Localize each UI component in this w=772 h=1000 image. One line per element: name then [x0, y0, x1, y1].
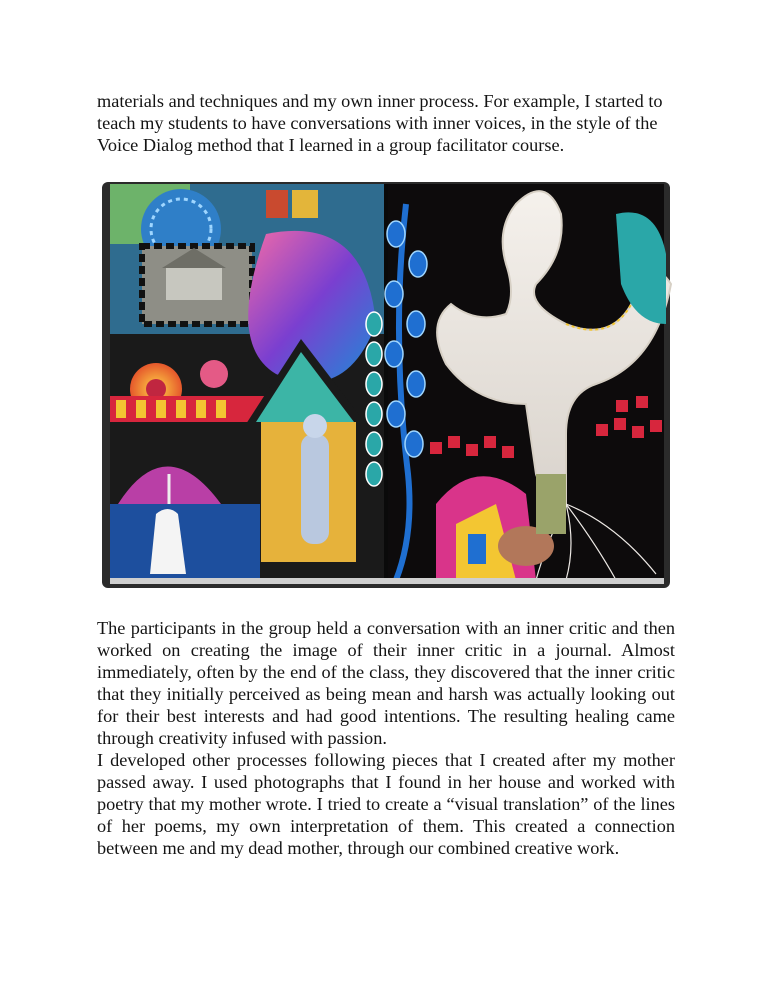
top-paragraph: materials and techniques and my own inner process. For example, I started to teach my students to have conversations with inner voices, in the style of the Voice Dialog method that I learned in a group facilitator course.	[97, 91, 663, 155]
art-journal-image	[96, 174, 676, 594]
left-page	[110, 184, 386, 580]
body-paragraph-1: The participants in the group held a conversation with an inner critic and then worked on creating the image of their inner critic in a journal. Almost immediately, often by the end of the class, they discovered that the inner critic that they initially perceived as being mean and harsh was actually looking out for their best interests and had good intentions. The resulting healing came through creativity infused with passion.	[97, 618, 675, 748]
right-page	[385, 184, 671, 580]
body-paragraph-2: I developed other processes following pieces that I created after my mother passed away. I used photographs that I found in her house and worked with poetry that my mother wrote. I tried to create a “visual translation” of the lines of her poems, my own interpretation of them. This created a connection between me and my dead mother, through our combined creative work.	[97, 750, 675, 858]
